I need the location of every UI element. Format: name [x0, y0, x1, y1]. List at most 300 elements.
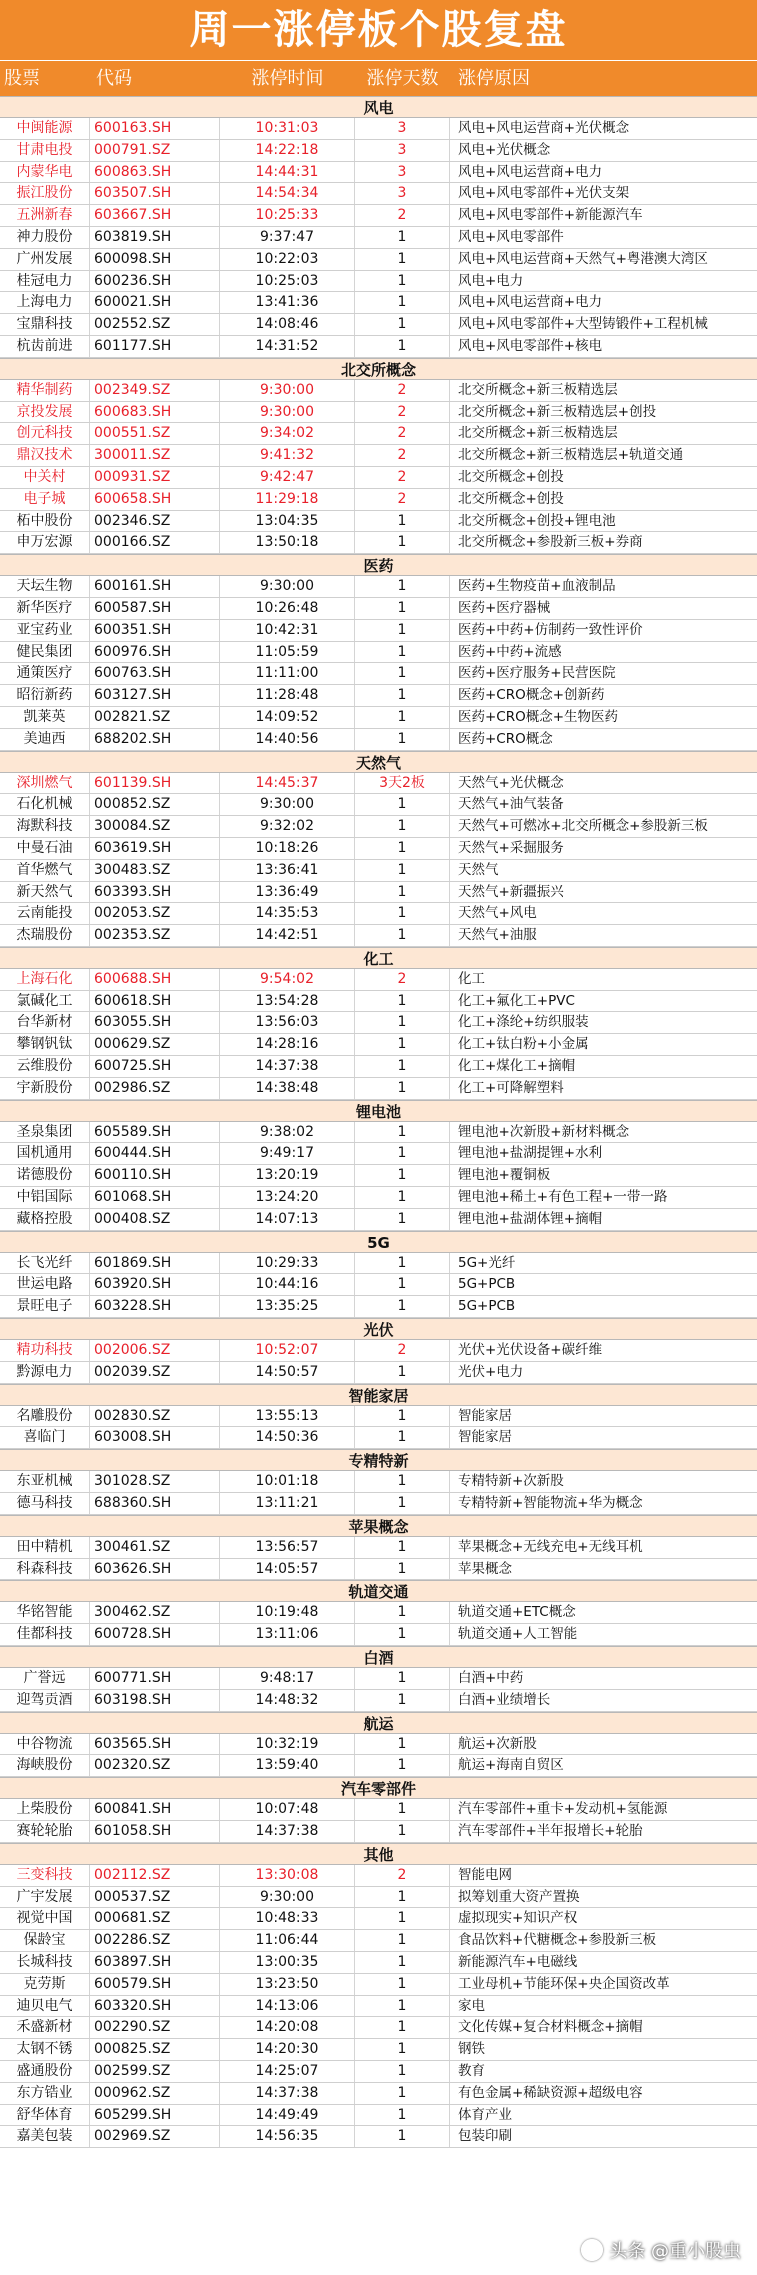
stock-code-cell: 603008.SH — [90, 1427, 220, 1448]
limit-days-cell: 1 — [355, 1362, 450, 1383]
stock-name-cell: 长飞光纤 — [0, 1253, 90, 1274]
limit-days-cell: 1 — [355, 991, 450, 1012]
limit-reason-cell: 智能家居 — [458, 1429, 512, 1446]
limit-days-cell: 1 — [355, 336, 450, 357]
stock-code-cell: 000962.SZ — [90, 2083, 220, 2104]
stock-code-cell: 600021.SH — [90, 292, 220, 313]
stock-code-cell: 600763.SH — [90, 663, 220, 684]
limit-reason-cell: 化工+煤化工+摘帽 — [458, 1058, 576, 1075]
stock-name-cell: 盛通股份 — [0, 2061, 90, 2082]
table-row — [0, 663, 757, 685]
limit-days-cell: 3 — [355, 162, 450, 183]
stock-code-cell: 000931.SZ — [90, 467, 220, 488]
limit-days-cell: 1 — [355, 598, 450, 619]
limit-reason-cell: 锂电池+覆铜板 — [458, 1167, 551, 1184]
stock-name-cell: 五洲新春 — [0, 205, 90, 226]
limit-days-cell: 2 — [355, 445, 450, 466]
table-row — [0, 882, 757, 904]
limit-time-cell: 9:30:00 — [220, 576, 355, 597]
stock-code-cell: 600976.SH — [90, 642, 220, 663]
limit-days-cell: 1 — [355, 314, 450, 335]
table-row — [0, 1143, 757, 1165]
table-row — [0, 1996, 757, 2018]
stock-name-cell: 三变科技 — [0, 1865, 90, 1886]
limit-reason-cell: 锂电池+盐湖体锂+摘帽 — [458, 1210, 603, 1227]
limit-time-cell: 14:50:36 — [220, 1427, 355, 1448]
stock-code-cell: 600579.SH — [90, 1974, 220, 1995]
limit-time-cell: 14:13:06 — [220, 1996, 355, 2017]
stock-code-cell: 600658.SH — [90, 489, 220, 510]
limit-days-cell: 1 — [355, 271, 450, 292]
stock-code-cell: 688202.SH — [90, 729, 220, 750]
limit-reason-cell: 锂电池+盐湖提锂+水利 — [458, 1145, 603, 1162]
table-row — [0, 2083, 757, 2105]
limit-days-cell: 1 — [355, 1734, 450, 1755]
stock-name-cell: 名雕股份 — [0, 1406, 90, 1427]
limit-reason-cell: 天然气 — [458, 861, 499, 878]
stock-code-cell: 605589.SH — [90, 1122, 220, 1143]
stock-name-cell: 藏格控股 — [0, 1209, 90, 1230]
limit-reason-cell: 化工+可降解塑料 — [458, 1079, 564, 1096]
table-row — [0, 1427, 757, 1449]
stock-name-cell: 上海电力 — [0, 292, 90, 313]
limit-reason-cell: 北交所概念+新三板精选层+创投 — [458, 403, 657, 420]
stock-code-cell: 603897.SH — [90, 1952, 220, 1973]
stock-code-cell: 603619.SH — [90, 838, 220, 859]
limit-reason-cell: 风电+风电运营商+光伏概念 — [458, 120, 630, 136]
stock-name-cell: 田中精机 — [0, 1537, 90, 1558]
limit-days-cell: 1 — [355, 1821, 450, 1842]
limit-days-cell: 1 — [355, 1187, 450, 1208]
stock-name-cell: 华铭智能 — [0, 1602, 90, 1623]
section-header: 5G — [0, 1231, 757, 1253]
stock-code-cell: 300462.SZ — [90, 1602, 220, 1623]
limit-reason-cell: 北交所概念+新三板精选层 — [458, 381, 618, 398]
limit-days-cell: 1 — [355, 532, 450, 553]
limit-time-cell: 9:42:47 — [220, 467, 355, 488]
stock-code-cell: 002969.SZ — [90, 2126, 220, 2147]
limit-days-cell: 1 — [355, 292, 450, 313]
stock-code-cell: 300011.SZ — [90, 445, 220, 466]
limit-days-cell: 1 — [355, 1930, 450, 1951]
limit-reason-cell: 5G+PCB — [458, 1298, 516, 1315]
limit-time-cell: 10:48:33 — [220, 1908, 355, 1929]
stock-name-cell: 视觉中国 — [0, 1908, 90, 1929]
limit-reason-cell: 医药+中药+仿制药一致性评价 — [458, 621, 643, 638]
stock-name-cell: 德马科技 — [0, 1493, 90, 1514]
limit-reason-cell: 包装印刷 — [458, 2128, 512, 2145]
stock-name-cell: 圣泉集团 — [0, 1122, 90, 1143]
limit-reason-cell: 航运+海南自贸区 — [458, 1757, 564, 1774]
limit-time-cell: 10:18:26 — [220, 838, 355, 859]
limit-days-cell: 1 — [355, 511, 450, 532]
stock-name-cell: 创元科技 — [0, 423, 90, 444]
stock-name-cell: 迎驾贡酒 — [0, 1690, 90, 1711]
table-body — [0, 96, 757, 2148]
stock-name-cell: 杭齿前进 — [0, 336, 90, 357]
limit-time-cell: 13:35:25 — [220, 1296, 355, 1317]
limit-days-cell: 1 — [355, 1471, 450, 1492]
limit-days-cell: 1 — [355, 249, 450, 270]
table-row — [0, 860, 757, 882]
limit-reason-cell: 食品饮料+代糖概念+参股新三板 — [458, 1932, 657, 1949]
section-header: 风电 — [0, 96, 757, 118]
limit-time-cell: 9:38:02 — [220, 1122, 355, 1143]
limit-time-cell: 14:49:49 — [220, 2105, 355, 2126]
limit-days-cell: 1 — [355, 1143, 450, 1164]
limit-time-cell: 14:48:32 — [220, 1690, 355, 1711]
limit-days-cell: 1 — [355, 1974, 450, 1995]
limit-time-cell: 14:08:46 — [220, 314, 355, 335]
stock-code-cell: 300483.SZ — [90, 860, 220, 881]
stock-code-cell: 600618.SH — [90, 991, 220, 1012]
section-header: 锂电池 — [0, 1100, 757, 1122]
stock-code-cell: 600728.SH — [90, 1624, 220, 1645]
limit-days-cell: 1 — [355, 1602, 450, 1623]
stock-name-cell: 凯莱英 — [0, 707, 90, 728]
limit-time-cell: 13:56:03 — [220, 1012, 355, 1033]
table-row — [0, 685, 757, 707]
limit-reason-cell: 医药+生物疫苗+血液制品 — [458, 578, 616, 595]
limit-reason-cell: 轨道交通+ETC概念 — [458, 1604, 576, 1621]
table-row — [0, 576, 757, 598]
limit-days-cell: 1 — [355, 903, 450, 924]
limit-days-cell: 1 — [355, 1165, 450, 1186]
limit-time-cell: 10:25:33 — [220, 205, 355, 226]
limit-time-cell: 14:45:37 — [220, 773, 355, 794]
limit-time-cell: 14:37:38 — [220, 2083, 355, 2104]
limit-days-cell: 3 — [355, 118, 450, 139]
table-row — [0, 140, 757, 162]
limit-reason-cell: 医药+CRO概念 — [458, 730, 553, 747]
section-header: 智能家居 — [0, 1384, 757, 1406]
limit-time-cell: 13:04:35 — [220, 511, 355, 532]
limit-reason-cell: 风电+光伏概念 — [458, 141, 551, 158]
section-header: 轨道交通 — [0, 1580, 757, 1602]
limit-time-cell: 13:54:28 — [220, 991, 355, 1012]
stock-name-cell: 广誉远 — [0, 1668, 90, 1689]
limit-days-cell: 3 — [355, 140, 450, 161]
table-row — [0, 1012, 757, 1034]
stock-code-cell: 603920.SH — [90, 1274, 220, 1295]
stock-code-cell: 603127.SH — [90, 685, 220, 706]
table-row — [0, 1734, 757, 1756]
table-row — [0, 903, 757, 925]
stock-code-cell: 603055.SH — [90, 1012, 220, 1033]
stock-name-cell: 新天然气 — [0, 882, 90, 903]
limit-days-cell: 1 — [355, 1056, 450, 1077]
camera-icon — [581, 2239, 603, 2261]
stock-name-cell: 首华燃气 — [0, 860, 90, 881]
limit-reason-cell: 钢铁 — [458, 2041, 485, 2058]
table-row — [0, 2105, 757, 2127]
limit-days-cell: 1 — [355, 1493, 450, 1514]
limit-reason-cell: 化工+钛白粉+小金属 — [458, 1036, 589, 1053]
stock-code-cell: 002349.SZ — [90, 380, 220, 401]
stock-name-cell: 亚宝药业 — [0, 620, 90, 641]
stock-name-cell: 迪贝电气 — [0, 1996, 90, 2017]
limit-days-cell: 1 — [355, 1209, 450, 1230]
stock-name-cell: 新华医疗 — [0, 598, 90, 619]
table-row — [0, 423, 757, 445]
table-row — [0, 1493, 757, 1515]
limit-reason-cell: 风电+风电零部件+新能源汽车 — [458, 207, 643, 224]
table-row — [0, 532, 757, 554]
limit-reason-cell: 医药+CRO概念+生物医药 — [458, 708, 619, 725]
limit-time-cell: 13:36:41 — [220, 860, 355, 881]
stock-code-cell: 000629.SZ — [90, 1034, 220, 1055]
stock-name-cell: 赛轮轮胎 — [0, 1821, 90, 1842]
limit-time-cell: 13:36:49 — [220, 882, 355, 903]
limit-days-cell: 1 — [355, 1559, 450, 1580]
table-row — [0, 969, 757, 991]
stock-name-cell: 长城科技 — [0, 1952, 90, 1973]
limit-reason-cell: 轨道交通+人工智能 — [458, 1626, 578, 1643]
page-title: 周一涨停板个股复盘 — [0, 0, 757, 60]
limit-reason-cell: 医药+医疗服务+民营医院 — [458, 665, 616, 682]
stock-code-cell: 688360.SH — [90, 1493, 220, 1514]
table-row — [0, 838, 757, 860]
limit-days-cell: 1 — [355, 663, 450, 684]
table-row — [0, 1362, 757, 1384]
limit-time-cell: 14:20:30 — [220, 2039, 355, 2060]
table-row — [0, 816, 757, 838]
table-row — [0, 1668, 757, 1690]
limit-days-cell: 1 — [355, 816, 450, 837]
limit-reason-cell: 天然气+可燃冰+北交所概念+参股新三板 — [458, 818, 708, 835]
limit-reason-cell: 文化传媒+复合材料概念+摘帽 — [458, 2019, 643, 2036]
stock-code-cell: 600841.SH — [90, 1799, 220, 1820]
table-row — [0, 794, 757, 816]
limit-days-cell: 1 — [355, 620, 450, 641]
table-row — [0, 1056, 757, 1078]
limit-time-cell: 13:11:21 — [220, 1493, 355, 1514]
limit-time-cell: 14:50:57 — [220, 1362, 355, 1383]
watermark — [581, 2237, 741, 2263]
stock-name-cell: 昭衍新药 — [0, 685, 90, 706]
table-row — [0, 118, 757, 140]
limit-days-cell: 1 — [355, 2039, 450, 2060]
limit-reason-cell: 新能源汽车+电磁线 — [458, 1953, 578, 1970]
stock-name-cell: 云维股份 — [0, 1056, 90, 1077]
stock-name-cell: 振江股份 — [0, 183, 90, 204]
limit-time-cell: 9:32:02 — [220, 816, 355, 837]
limit-days-cell: 1 — [355, 1296, 450, 1317]
stock-name-cell: 宇新股份 — [0, 1078, 90, 1099]
limit-time-cell: 11:06:44 — [220, 1930, 355, 1951]
limit-days-cell: 3天2板 — [355, 773, 450, 794]
limit-reason-cell: 白酒+中药 — [458, 1670, 524, 1687]
limit-time-cell: 9:30:00 — [220, 794, 355, 815]
stock-name-cell: 健民集团 — [0, 642, 90, 663]
header-reason: 涨停原因 — [458, 68, 530, 89]
limit-reason-cell: 拟筹划重大资产置换 — [458, 1888, 580, 1905]
stock-code-cell: 603320.SH — [90, 1996, 220, 2017]
limit-reason-cell: 风电+风电运营商+电力 — [458, 163, 603, 180]
limit-time-cell: 14:09:52 — [220, 707, 355, 728]
limit-time-cell: 14:56:35 — [220, 2126, 355, 2147]
stock-name-cell: 深圳燃气 — [0, 773, 90, 794]
stock-code-cell: 300084.SZ — [90, 816, 220, 837]
limit-reason-cell: 风电+风电零部件 — [458, 228, 564, 245]
stock-name-cell: 黔源电力 — [0, 1362, 90, 1383]
stock-code-cell: 000791.SZ — [90, 140, 220, 161]
limit-time-cell: 14:54:34 — [220, 183, 355, 204]
stock-code-cell: 002353.SZ — [90, 925, 220, 946]
limit-time-cell: 11:28:48 — [220, 685, 355, 706]
limit-reason-cell: 汽车零部件+重卡+发动机+氢能源 — [458, 1801, 668, 1818]
table-row — [0, 729, 757, 751]
table-row — [0, 314, 757, 336]
stock-name-cell: 台华新材 — [0, 1012, 90, 1033]
limit-time-cell: 11:29:18 — [220, 489, 355, 510]
table-row — [0, 1690, 757, 1712]
stock-name-cell: 氯碱化工 — [0, 991, 90, 1012]
limit-reason-cell: 航运+次新股 — [458, 1735, 537, 1752]
table-row — [0, 489, 757, 511]
limit-days-cell: 2 — [355, 489, 450, 510]
limit-reason-cell: 专精特新+次新股 — [458, 1473, 564, 1490]
limit-days-cell: 1 — [355, 2061, 450, 2082]
stock-name-cell: 保龄宝 — [0, 1930, 90, 1951]
stock-name-cell: 舒华体育 — [0, 2105, 90, 2126]
stock-name-cell: 世运电路 — [0, 1274, 90, 1295]
table-row — [0, 1274, 757, 1296]
stock-name-cell: 桂冠电力 — [0, 271, 90, 292]
limit-reason-cell: 北交所概念+创投+锂电池 — [458, 512, 616, 529]
limit-reason-cell: 风电+风电零部件+大型铸锻件+工程机械 — [458, 316, 708, 333]
stock-code-cell: 600098.SH — [90, 249, 220, 270]
limit-time-cell: 14:38:48 — [220, 1078, 355, 1099]
limit-time-cell: 14:35:53 — [220, 903, 355, 924]
limit-time-cell: 11:11:00 — [220, 663, 355, 684]
limit-reason-cell: 汽车零部件+半年报增长+轮胎 — [458, 1823, 643, 1839]
table-row — [0, 1296, 757, 1318]
limit-time-cell: 14:44:31 — [220, 162, 355, 183]
stock-code-cell: 601058.SH — [90, 1821, 220, 1842]
stock-name-cell: 京投发展 — [0, 402, 90, 423]
stock-code-cell: 000681.SZ — [90, 1908, 220, 1929]
table-row — [0, 707, 757, 729]
table-row — [0, 1799, 757, 1821]
stock-name-cell: 太钢不锈 — [0, 2039, 90, 2060]
limit-days-cell: 1 — [355, 1122, 450, 1143]
stock-code-cell: 002986.SZ — [90, 1078, 220, 1099]
limit-reason-cell: 锂电池+稀土+有色工程+一带一路 — [458, 1189, 668, 1206]
stock-code-cell: 600110.SH — [90, 1165, 220, 1186]
stock-name-cell: 中闽能源 — [0, 118, 90, 139]
limit-reason-cell: 风电+风电零部件+核电 — [458, 337, 603, 354]
table-row — [0, 1122, 757, 1144]
limit-time-cell: 11:05:59 — [220, 642, 355, 663]
limit-time-cell: 9:41:32 — [220, 445, 355, 466]
limit-reason-cell: 5G+PCB — [458, 1276, 516, 1293]
table-row — [0, 1865, 757, 1887]
stock-code-cell: 601139.SH — [90, 773, 220, 794]
stock-name-cell: 神力股份 — [0, 227, 90, 248]
limit-days-cell: 1 — [355, 2017, 450, 2038]
stock-code-cell: 002290.SZ — [90, 2017, 220, 2038]
limit-time-cell: 14:37:38 — [220, 1056, 355, 1077]
limit-days-cell: 1 — [355, 1078, 450, 1099]
stock-code-cell: 000537.SZ — [90, 1887, 220, 1908]
limit-days-cell: 2 — [355, 1865, 450, 1886]
stock-code-cell: 301028.SZ — [90, 1471, 220, 1492]
limit-time-cell: 13:56:57 — [220, 1537, 355, 1558]
table-row — [0, 1340, 757, 1362]
limit-days-cell: 1 — [355, 1274, 450, 1295]
limit-reason-cell: 天然气+光伏概念 — [458, 774, 564, 791]
stock-name-cell: 中关村 — [0, 467, 90, 488]
limit-time-cell: 9:30:00 — [220, 402, 355, 423]
limit-time-cell: 13:41:36 — [220, 292, 355, 313]
limit-time-cell: 10:07:48 — [220, 1799, 355, 1820]
table-row — [0, 292, 757, 314]
limit-reason-cell: 风电+电力 — [458, 272, 524, 289]
limit-time-cell: 13:30:08 — [220, 1865, 355, 1886]
stock-name-cell: 石化机械 — [0, 794, 90, 815]
table-row — [0, 1209, 757, 1231]
stock-code-cell: 600771.SH — [90, 1668, 220, 1689]
limit-time-cell: 9:30:00 — [220, 1887, 355, 1908]
stock-name-cell: 佳都科技 — [0, 1624, 90, 1645]
limit-reason-cell: 化工+涤纶+纺织服装 — [458, 1014, 589, 1031]
table-row — [0, 2061, 757, 2083]
limit-reason-cell: 风电+风电零部件+光伏支架 — [458, 185, 630, 202]
limit-time-cell: 13:20:19 — [220, 1165, 355, 1186]
limit-time-cell: 10:42:31 — [220, 620, 355, 641]
header-time: 涨停时间 — [251, 68, 324, 89]
limit-reason-cell: 教育 — [458, 2062, 485, 2079]
limit-time-cell: 13:50:18 — [220, 532, 355, 553]
limit-days-cell: 1 — [355, 1253, 450, 1274]
section-header: 医药 — [0, 554, 757, 576]
stock-name-cell: 海峡股份 — [0, 1755, 90, 1776]
stock-code-cell: 000551.SZ — [90, 423, 220, 444]
stock-code-cell: 603198.SH — [90, 1690, 220, 1711]
stock-code-cell: 002320.SZ — [90, 1755, 220, 1776]
limit-reason-cell: 医药+医疗器械 — [458, 599, 551, 616]
stock-code-cell: 600725.SH — [90, 1056, 220, 1077]
stock-code-cell: 000852.SZ — [90, 794, 220, 815]
stock-code-cell: 002006.SZ — [90, 1340, 220, 1361]
table-row — [0, 336, 757, 358]
stock-name-cell: 天坛生物 — [0, 576, 90, 597]
stock-code-cell: 600161.SH — [90, 576, 220, 597]
header-code: 代码 — [96, 68, 132, 89]
limit-days-cell: 1 — [355, 1887, 450, 1908]
table-row — [0, 271, 757, 293]
stock-code-cell: 000166.SZ — [90, 532, 220, 553]
table-row — [0, 1887, 757, 1909]
limit-reason-cell: 5G+光纤 — [458, 1254, 516, 1271]
watermark-text: 头条 @重小股虫 — [609, 2241, 741, 2262]
stock-code-cell: 601869.SH — [90, 1253, 220, 1274]
limit-days-cell: 2 — [355, 402, 450, 423]
stock-name-cell: 海默科技 — [0, 816, 90, 837]
table-row — [0, 249, 757, 271]
stock-code-cell: 002112.SZ — [90, 1865, 220, 1886]
table-row — [0, 1755, 757, 1777]
limit-days-cell: 1 — [355, 1034, 450, 1055]
limit-days-cell: 1 — [355, 576, 450, 597]
limit-days-cell: 1 — [355, 925, 450, 946]
stock-name-cell: 攀钢钒钛 — [0, 1034, 90, 1055]
stock-name-cell: 甘肃电投 — [0, 140, 90, 161]
stock-name-cell: 精华制药 — [0, 380, 90, 401]
limit-time-cell: 10:52:07 — [220, 1340, 355, 1361]
limit-time-cell: 10:22:03 — [220, 249, 355, 270]
